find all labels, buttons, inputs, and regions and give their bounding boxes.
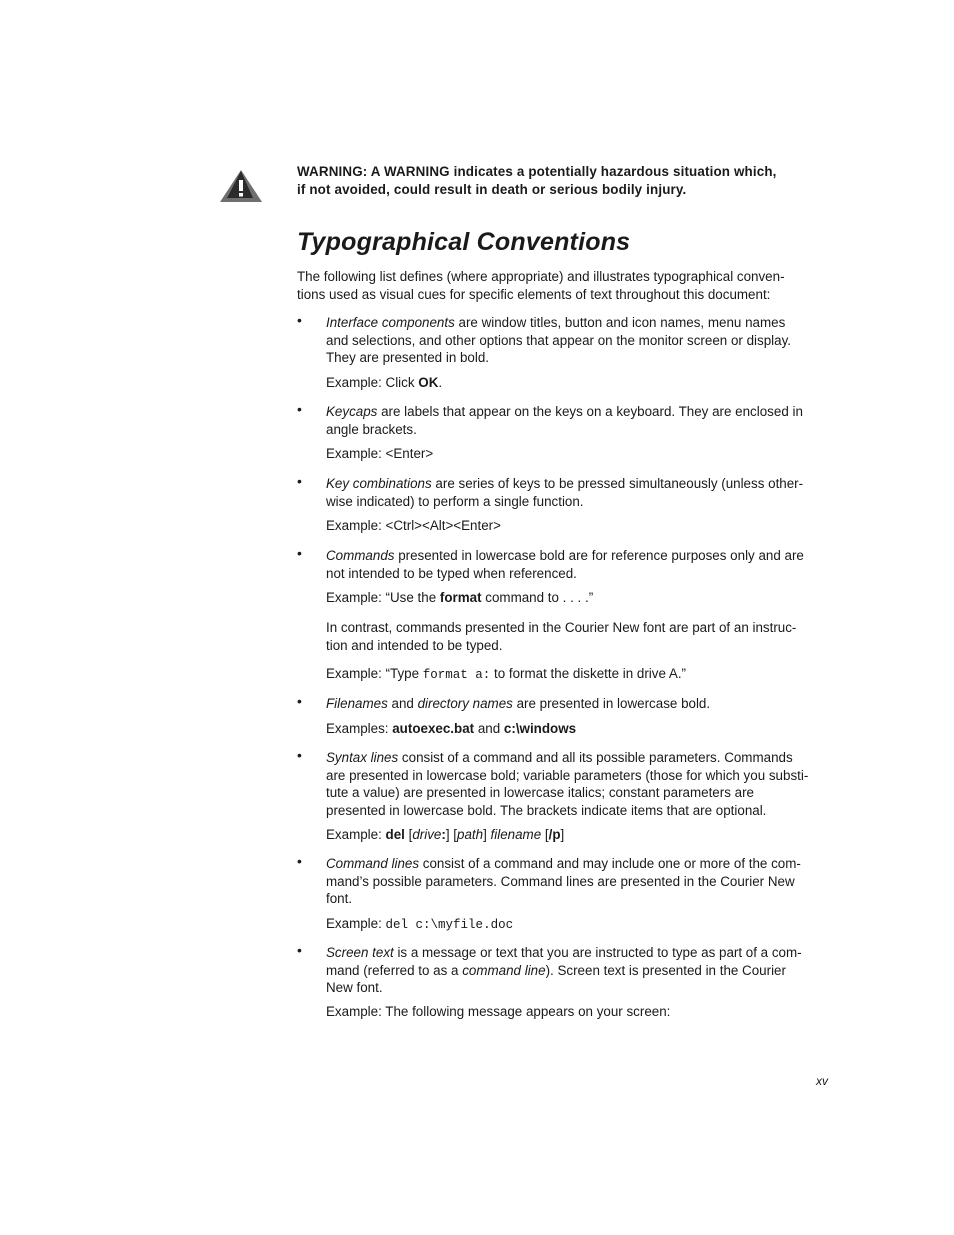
example-command-lines [326,915,513,935]
list-item-filenames [326,695,832,713]
text: They are presented in bold. [326,350,490,365]
intro-line: The following list defines (where appropriate) and illustrates typographical conven- [297,269,785,284]
term: Interface components [326,315,455,330]
text: presented in lowercase bold. The brackets indicate items that are optional. [326,802,767,818]
warning-triangle-icon [219,168,263,204]
text: ). Screen text is presented in the Courier [545,962,786,978]
term: Screen text [326,945,394,960]
term: Commands [326,548,395,563]
section-title: Typographical Conventions [297,228,631,256]
example-keycaps: Example: <Enter> [326,446,434,461]
bracket: ] [483,827,491,842]
text: are window titles, button and icon names, menu names [454,315,786,330]
text: In contrast, commands presented in the Courier New font are part of an instruc- [326,620,797,635]
term: Key combinations [326,476,432,491]
text: font. [326,891,353,906]
example-end: . [438,375,443,390]
bullet-icon: • [297,473,302,489]
text: are presented in lowercase bold; variable parameters (those for which you substi- [326,767,809,783]
bullet-icon: • [297,545,302,561]
list-item-screen-text [326,944,832,997]
example-code: del c:\myfile.doc [385,918,514,932]
example-end: to format the diskette in drive A.” [490,666,687,681]
syntax-command: del [385,827,405,842]
bracket: [ [541,827,549,842]
syntax-variable: filename [490,827,542,842]
term: command line [462,962,546,978]
warning-line: if not avoided, could result in death or serious bodily injury. [297,182,687,197]
term: Command lines [326,856,420,871]
example-label: Example: “Use the [326,590,440,605]
text: are series of keys to be pressed simultaneously (unless other- [431,476,804,491]
list-item-syntax-lines [326,749,832,819]
bullet-icon: • [297,401,302,417]
text: presented in lowercase bold are for reference purposes only and are [394,548,804,563]
text: tute a value) are presented in lowercase italics; constant parameters are [326,785,754,800]
warning-text [297,163,837,199]
bullet-icon: • [297,693,302,709]
example-label: Example: [326,827,386,842]
syntax-constant: /p [548,827,561,842]
bullet-icon: • [297,942,302,958]
example-and: and [474,721,504,736]
page-number: xv [816,1074,828,1088]
example-value: autoexec.bat [392,721,475,736]
text: is a message or text that you are instructed to type as part of a com- [393,945,802,960]
list-item-command-lines [326,855,832,908]
example-value: format [439,590,482,605]
syntax-constant: : [441,827,446,842]
example-key-combinations: Example: <Ctrl><Alt><Enter> [326,518,501,533]
text: are labels that appear on the keys on a keyboard. They are enclosed in [377,404,803,419]
example-screen-text: Example: The following message appears on your screen: [326,1004,671,1019]
list-item-keycaps [326,403,832,438]
bullet-icon: • [297,312,302,328]
text: consist of a command and may include one or more of the com- [419,856,801,871]
bracket: [ [404,827,413,842]
text: wise indicated) to perform a single function. [326,493,584,509]
syntax-variable: path [457,827,484,842]
bullet-icon: • [297,747,302,763]
text: consist of a command and all its possible parameters. Commands [398,750,793,765]
list-item-interface-components [326,314,832,367]
term: Keycaps [326,404,378,419]
list-item-commands [326,547,832,582]
bullet-icon: • [297,853,302,869]
text: mand (referred to as a [326,962,463,978]
text: tion and intended to be typed. [326,637,503,653]
example-syntax-lines [326,826,564,844]
example-label: Example: “Type [326,666,423,681]
example-code: format a: [422,668,491,682]
example-end: command to . . . .” [481,590,594,605]
intro-line: tions used as visual cues for specific elements of text throughout this document: [297,286,771,302]
example-label: Example: [326,916,386,931]
example-value: OK [418,375,439,390]
term: Filenames [326,696,388,711]
warning-line: WARNING: A WARNING indicates a potentially hazardous situation which, [297,164,777,179]
text: angle brackets. [326,421,417,437]
example-label: Examples: [326,721,393,736]
term: Syntax lines [326,750,399,765]
term: directory names [417,696,513,711]
intro-paragraph [297,268,822,303]
text: New font. [326,980,383,995]
example-commands-courier [326,665,686,685]
text: not intended to be typed when referenced. [326,565,577,581]
example-label: Example: Click [326,375,419,390]
syntax-variable: drive [412,827,442,842]
list-item-key-combinations [326,475,832,510]
commands-contrast-paragraph [326,619,832,654]
text: mand’s possible parameters. Command lines are presented in the Courier New [326,873,795,889]
bracket: ] [560,827,565,842]
example-value: c:\windows [503,721,577,736]
text: and selections, and other options that appear on the monitor screen or display. [326,332,791,348]
example-interface [326,374,442,392]
bracket: ] [ [445,827,458,842]
text: and [387,696,418,711]
example-commands [326,589,593,607]
text: are presented in lowercase bold. [512,696,711,711]
example-filenames [326,720,576,738]
